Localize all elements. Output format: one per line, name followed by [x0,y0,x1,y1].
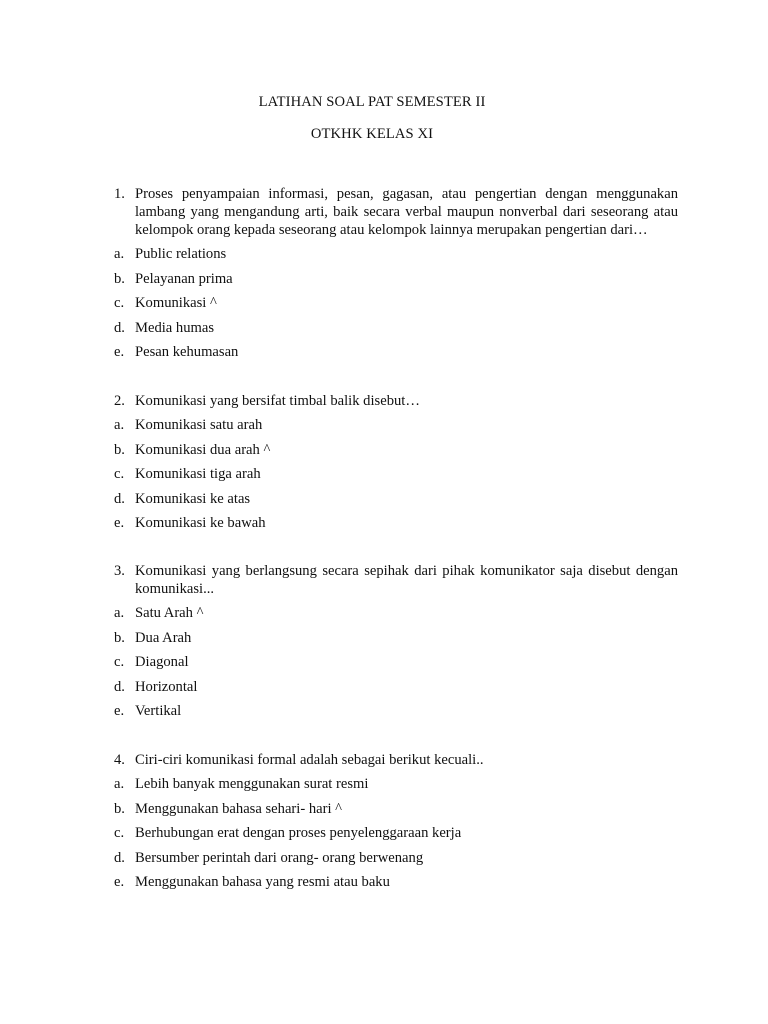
option-letter: a. [114,605,125,621]
option-text: Pelayanan prima [135,270,233,287]
option-d [114,846,678,871]
document-subtitle: OTKHK KELAS XI [310,126,434,142]
option-letter: b. [114,270,125,287]
option-c [114,462,678,487]
question-number: 1. [114,186,125,202]
question-number: 2. [114,393,125,409]
option-letter: c. [114,466,125,482]
option-text: Horizontal [135,678,198,695]
option-letter: d. [114,319,125,336]
option-c [114,821,678,846]
option-letter: c. [114,825,125,841]
question-1 [114,185,678,365]
option-letter: d. [114,678,125,695]
option-text: Media humas [135,319,215,336]
option-text: Komunikasi ke atas [135,490,251,507]
option-letter: d. [114,490,125,507]
option-letter: e. [114,703,125,719]
question-number: 4. [114,752,125,768]
option-b [114,797,678,822]
option-text: Bersumber perintah dari orang- orang berwenang [135,849,424,866]
option-text: Public relations [135,246,227,262]
option-c [114,650,678,675]
question-2 [114,392,678,536]
option-e [114,340,678,365]
option-text: Berhubungan erat dengan proses penyelenggaraan kerja [135,825,462,841]
option-a [114,601,678,626]
option-text: Diagonal [135,654,189,670]
option-letter: a. [114,417,125,433]
option-letter: e. [114,515,125,531]
option-list [114,242,678,365]
option-text: Komunikasi ke bawah [135,515,266,531]
option-letter: e. [114,344,125,360]
option-e [114,511,678,536]
option-text: Satu Arah ^ [135,605,204,621]
option-text: Dua Arah [135,629,192,646]
option-b [114,626,678,651]
option-a [114,772,678,797]
option-text: Pesan kehumasan [135,344,239,360]
option-letter: b. [114,800,125,817]
question-text: Proses penyampaian informasi, pesan, gagasan, atau pengertian dengan menggunakan lambang yang mengandung arti, baik secara verbal maupun nonverbal dari seseorang atau kelompok orang kepada seseorang atau kelompok lainnya merupakan pengertian dari… [135,186,678,238]
option-letter: d. [114,849,125,866]
question-text: Ciri-ciri komunikasi formal adalah sebagai berikut kecuali.. [135,752,484,768]
question-stem [114,185,678,239]
option-text: Menggunakan bahasa sehari- hari ^ [135,800,343,817]
option-b [114,267,678,292]
document-title: LATIHAN SOAL PAT SEMESTER II [258,94,486,110]
option-d [114,487,678,512]
option-letter: b. [114,629,125,646]
option-d [114,316,678,341]
option-letter: b. [114,441,125,458]
option-list [114,601,678,724]
option-letter: a. [114,776,125,792]
option-text: Komunikasi dua arah ^ [135,441,271,458]
question-4 [114,751,678,895]
option-text: Komunikasi satu arah [135,417,263,433]
question-stem [114,751,678,769]
question-text: Komunikasi yang berlangsung secara sepihak dari pihak komunikator saja disebut dengan komunikasi... [135,563,678,597]
option-text: Komunikasi ^ [135,295,217,311]
option-e [114,870,678,895]
question-stem [114,562,678,598]
option-letter: c. [114,295,125,311]
option-e [114,699,678,724]
option-c [114,291,678,316]
option-a [114,242,678,267]
option-text: Lebih banyak menggunakan surat resmi [135,776,369,792]
question-text: Komunikasi yang bersifat timbal balik disebut… [135,393,420,409]
question-stem [114,392,678,410]
question-3 [114,562,678,724]
option-letter: a. [114,246,125,262]
option-a [114,413,678,438]
option-list [114,413,678,536]
question-number: 3. [114,563,125,579]
option-b [114,438,678,463]
option-list [114,772,678,895]
option-text: Vertikal [135,703,182,719]
option-d [114,675,678,700]
option-letter: c. [114,654,125,670]
option-text: Komunikasi tiga arah [135,466,261,482]
option-letter: e. [114,874,125,890]
option-text: Menggunakan bahasa yang resmi atau baku [135,874,390,890]
